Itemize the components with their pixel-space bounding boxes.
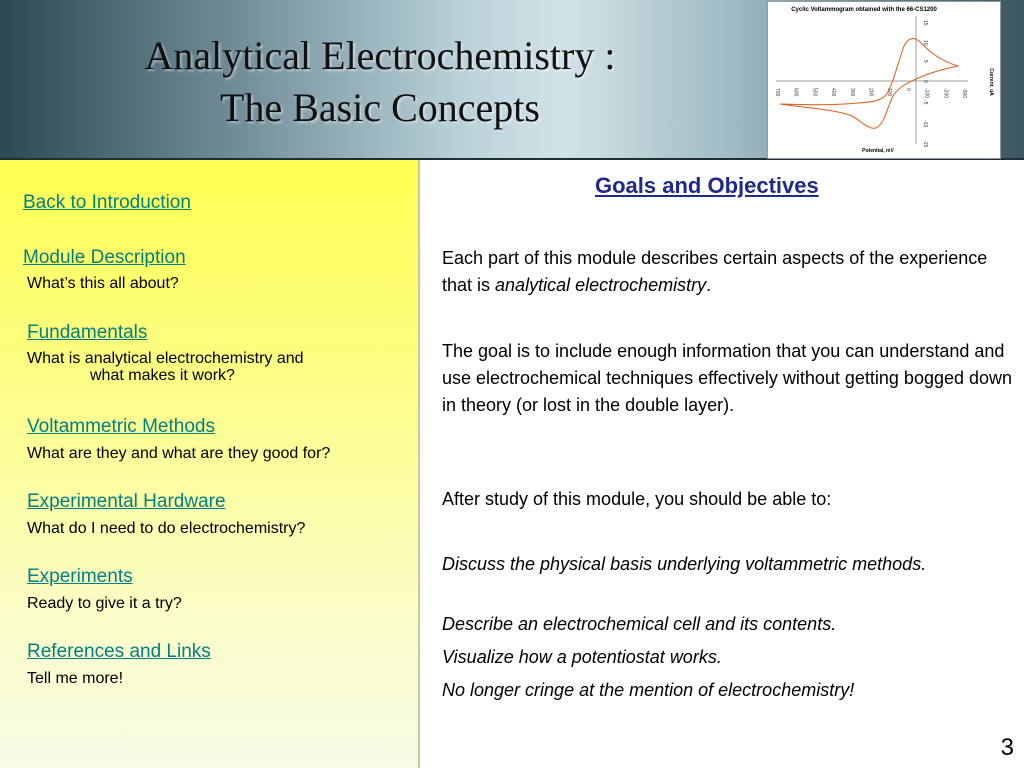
fundamentals-desc-line-2: what makes it work?: [90, 367, 235, 384]
experiments-desc: Ready to give it a try?: [27, 595, 182, 612]
cv-y-tick-label: 5: [922, 60, 928, 63]
cv-y-tick-label: -5: [922, 100, 928, 105]
fundamentals-desc-line-1: What is analytical electrochemistry and: [27, 350, 304, 367]
voltammetric-methods-link[interactable]: Voltammetric Methods: [27, 416, 215, 437]
objective-item: No longer cringe at the mention of electrochemistry!: [442, 680, 855, 700]
module-description-link[interactable]: Module Description: [23, 247, 186, 268]
title-banner: [0, 0, 1024, 160]
intro-emphasis: analytical electrochemistry: [495, 275, 707, 295]
cv-x-tick-label: -300: [961, 88, 967, 99]
objective-item: Describe an electrochemical cell and its contents.: [442, 614, 837, 634]
fundamentals-link[interactable]: Fundamentals: [27, 322, 148, 343]
intro-text: Each part of this module describes certain aspects of the experience that is: [442, 248, 988, 295]
cv-x-tick-label: 200: [867, 88, 874, 97]
voltammetric-methods-desc: What are they and what are they good for?: [27, 445, 331, 462]
cv-y-tick-label: 15: [922, 20, 928, 26]
cv-xlabel: Potential, mV: [862, 148, 894, 154]
references-and-links-link[interactable]: References and Links: [27, 641, 211, 662]
cv-y-tick-label: 0: [922, 80, 928, 83]
cv-y-tick-label: -10: [922, 120, 928, 128]
module-description-desc: What’s this all about?: [27, 275, 179, 292]
page-title-line-2: The Basic Concepts: [220, 85, 540, 130]
fundamentals-desc: [27, 350, 412, 384]
cyclic-voltammogram-image: [767, 1, 1001, 159]
references-and-links-desc: Tell me more!: [27, 670, 124, 687]
experimental-hardware-desc: What do I need to do electrochemistry?: [27, 520, 306, 537]
cv-x-tick-label: -200: [942, 88, 949, 99]
module-nav-sidebar: [0, 160, 420, 768]
cv-x-tick-label: 700: [774, 88, 780, 97]
cv-x-tick-label: 100: [886, 88, 893, 97]
cv-y-tick-label: 10: [922, 40, 928, 46]
back-to-introduction-link[interactable]: Back to Introduction: [23, 192, 191, 213]
objective-item: Visualize how a potentiostat works.: [442, 647, 722, 667]
goals-heading: Goals and Objectives: [595, 173, 819, 198]
cv-x-tick-label: 500: [811, 88, 818, 97]
experimental-hardware-link[interactable]: Experimental Hardware: [27, 491, 226, 512]
after-study-paragraph: After study of this module, you should be able to:: [442, 489, 832, 509]
goals-content: [420, 160, 1024, 768]
page-title: [60, 30, 700, 134]
cv-y-tick-label: -15: [922, 140, 928, 148]
goal-paragraph: The goal is to include enough information that you can understand and use electrochemical techniques effectively without getting bogged down in theory (or lost in the double layer).: [442, 341, 1013, 415]
page-title-line-1: Analytical Electrochemistry :: [144, 33, 616, 78]
experiments-link[interactable]: Experiments: [27, 566, 133, 587]
cv-x-tick-label: 300: [848, 88, 855, 97]
intro-paragraph: [442, 245, 1017, 299]
cv-x-tick-label: 400: [830, 88, 837, 97]
objective-item: Discuss the physical basis underlying voltammetric methods.: [442, 554, 927, 574]
cv-title: Cyclic Voltammogram obtained with the 66-CS1200: [791, 7, 937, 13]
cv-curve: [780, 39, 958, 129]
cv-x-tick-label: 600: [792, 88, 799, 97]
cv-x-tick-label: -100: [923, 88, 930, 99]
cv-x-tick-label: 0: [904, 88, 911, 91]
cv-ylabel: Current, uA: [988, 68, 994, 96]
intro-period: .: [706, 275, 712, 295]
slide-number: 3: [1000, 734, 1014, 761]
